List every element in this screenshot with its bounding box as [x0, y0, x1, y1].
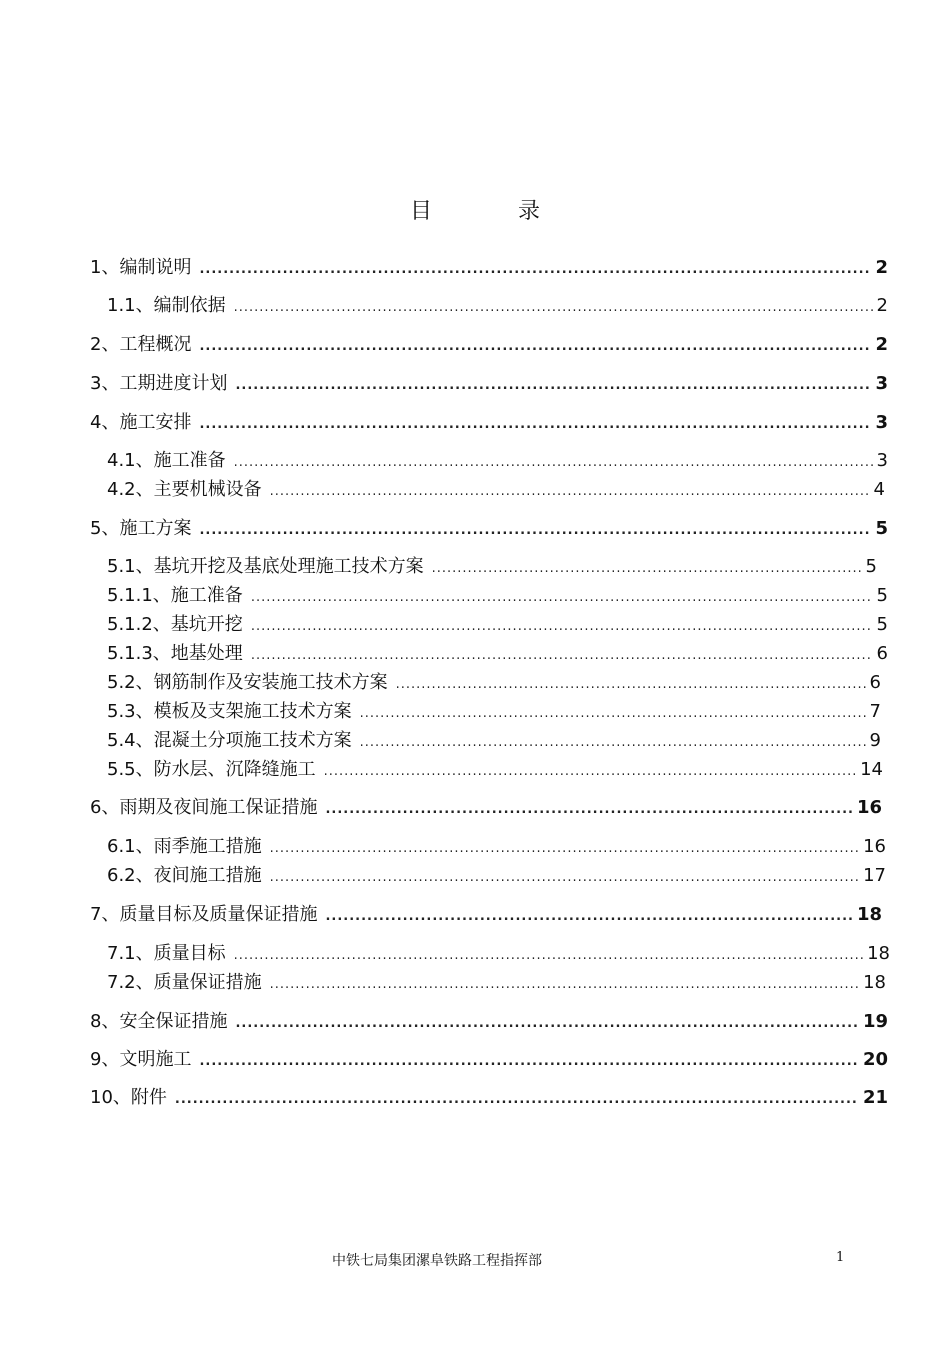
toc-entry-page: 3: [875, 373, 888, 394]
toc-entry[interactable]: [107, 613, 888, 637]
toc-entry-label: 5.1.2、基坑开挖: [107, 614, 243, 635]
toc-entry[interactable]: [107, 971, 886, 995]
toc-entry-page: 4: [873, 479, 885, 500]
toc-entry-label: 5.1.3、地基处理: [107, 643, 243, 664]
toc-entry[interactable]: [107, 671, 881, 695]
toc-leader: [235, 374, 871, 398]
toc-entry-page: 9: [869, 730, 881, 751]
toc-entry-page: 7: [869, 701, 881, 722]
toc-leader: [360, 731, 866, 755]
toc-entry[interactable]: [107, 864, 886, 888]
toc-entry-page: 18: [867, 943, 890, 964]
toc-entry-page: 16: [856, 797, 882, 818]
toc-entry-label: 5.4、混凝土分项施工技术方案: [107, 730, 352, 751]
toc-entry-label: 4、施工安排: [90, 412, 192, 433]
toc-entry[interactable]: [90, 1048, 888, 1072]
toc-entry-label: 5、施工方案: [90, 518, 192, 539]
toc-entry-label: 4.1、施工准备: [107, 450, 226, 471]
toc-entry-label: 1.1、编制依据: [107, 295, 226, 316]
toc-entry-label: 5.5、防水层、沉降缝施工: [107, 759, 316, 780]
toc-entry[interactable]: [90, 411, 888, 435]
title-char-left: 目: [409, 199, 432, 224]
footer-organization: 中铁七局集团漯阜铁路工程指挥部: [332, 1253, 542, 1269]
toc-entry-page: 19: [862, 1011, 888, 1032]
toc-entry[interactable]: [107, 758, 883, 782]
toc-entry-label: 9、文明施工: [90, 1049, 192, 1070]
toc-entry-page: 2: [876, 295, 888, 316]
toc-entry-page: 3: [876, 450, 888, 471]
toc-entry-label: 5.2、钢筋制作及安装施工技术方案: [107, 672, 388, 693]
page-title: [0, 194, 950, 225]
toc-entry-page: 6: [876, 643, 888, 664]
toc-entry-page: 17: [863, 865, 886, 886]
toc-leader: [325, 905, 852, 929]
toc-entry-label: 1、编制说明: [90, 257, 192, 278]
toc-entry-page: 16: [863, 836, 886, 857]
toc-entry-label: 5.3、模板及支架施工技术方案: [107, 701, 352, 722]
toc-entry-label: 5.1.1、施工准备: [107, 585, 243, 606]
toc-entry-label: 5.1、基坑开挖及基底处理施工技术方案: [107, 556, 424, 577]
toc-entry[interactable]: [107, 449, 888, 473]
toc-entry-label: 8、安全保证措施: [90, 1011, 228, 1032]
toc-entry[interactable]: [90, 372, 888, 396]
toc-leader: [270, 866, 859, 890]
toc-leader: [199, 258, 871, 282]
toc-entry-label: 7、质量目标及质量保证措施: [90, 904, 318, 925]
toc-leader: [360, 702, 866, 726]
toc-entry-page: 14: [860, 759, 883, 780]
toc-entry[interactable]: [107, 478, 885, 502]
toc-entry-page: 6: [869, 672, 881, 693]
toc-entry-label: 7.2、质量保证措施: [107, 972, 262, 993]
toc-entry-label: 2、工程概况: [90, 334, 192, 355]
toc-entry[interactable]: [107, 642, 888, 666]
toc-leader: [199, 413, 871, 437]
toc-leader: [199, 335, 871, 359]
toc-entry-label: 6.1、雨季施工措施: [107, 836, 262, 857]
toc-entry[interactable]: [107, 700, 881, 724]
toc-entry[interactable]: [107, 942, 890, 966]
toc-entry-page: 5: [876, 585, 888, 606]
toc-entry[interactable]: [107, 294, 888, 318]
toc-entry-label: 6.2、夜间施工措施: [107, 865, 262, 886]
toc-entry-page: 18: [856, 904, 882, 925]
toc-leader: [270, 973, 859, 997]
toc-leader: [251, 586, 873, 610]
toc-entry[interactable]: [107, 555, 877, 579]
toc-entry-page: 2: [875, 257, 888, 278]
toc-leader: [234, 451, 873, 475]
toc-entry[interactable]: [107, 729, 881, 753]
toc-leader: [396, 673, 866, 697]
toc-entry-page: 21: [862, 1087, 888, 1108]
toc-entry-label: 3、工期进度计划: [90, 373, 228, 394]
toc-entry-page: 3: [875, 412, 888, 433]
toc-entry-page: 5: [865, 556, 877, 577]
toc-entry-page: 2: [875, 334, 888, 355]
toc-leader: [251, 615, 873, 639]
toc-entry-label: 6、雨期及夜间施工保证措施: [90, 797, 318, 818]
title-char-right: 录: [518, 199, 541, 224]
toc-entry-page: 18: [863, 972, 886, 993]
toc-entry[interactable]: [90, 517, 888, 541]
toc-leader: [199, 519, 871, 543]
toc-leader: [234, 296, 873, 320]
toc-entry-page: 5: [876, 614, 888, 635]
toc-leader: [325, 798, 852, 822]
toc-leader: [199, 1050, 858, 1074]
toc-entry[interactable]: [90, 333, 888, 357]
toc-entry-label: 10、附件: [90, 1087, 167, 1108]
toc-entry[interactable]: [90, 796, 882, 820]
toc-entry[interactable]: [90, 1010, 888, 1034]
toc-entry[interactable]: [107, 584, 888, 608]
toc-entry[interactable]: [107, 835, 886, 859]
toc-leader: [251, 644, 873, 668]
toc-leader: [270, 480, 870, 504]
toc-leader: [175, 1088, 859, 1112]
toc-entry-label: 4.2、主要机械设备: [107, 479, 262, 500]
toc-leader: [432, 557, 862, 581]
toc-entry[interactable]: [90, 1086, 888, 1110]
footer-page-number: 1: [836, 1250, 845, 1265]
toc-entry[interactable]: [90, 256, 888, 280]
toc-leader: [270, 837, 859, 861]
toc-entry-page: 20: [862, 1049, 888, 1070]
toc-leader: [235, 1012, 858, 1036]
toc-entry-page: 5: [875, 518, 888, 539]
toc-entry-label: 7.1、质量目标: [107, 943, 226, 964]
toc-leader: [324, 760, 856, 784]
toc-leader: [234, 944, 863, 968]
toc-entry[interactable]: [90, 903, 882, 927]
